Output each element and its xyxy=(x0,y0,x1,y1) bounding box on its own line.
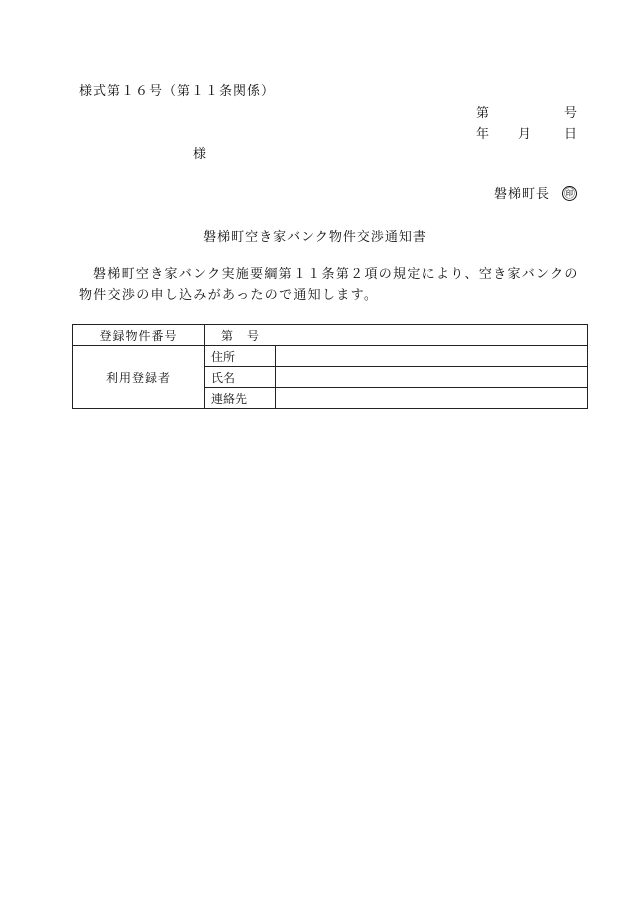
date-year-label: 年 xyxy=(476,127,490,142)
document-number-suffix: 号 xyxy=(564,106,578,121)
document-number-label: 第 xyxy=(476,106,490,121)
body-paragraph: 磐梯町空き家バンク実施要綱第１１条第２項の規定により、空き家バンクの物件交渉の申し込みがあったので通知します。 xyxy=(79,267,579,303)
address-label: 住所 xyxy=(205,346,276,367)
sender-line xyxy=(494,183,577,202)
form-number: 様式第１６号（第１１条関係） xyxy=(79,84,276,99)
contact-value xyxy=(276,388,588,409)
property-number-suffix: 号 xyxy=(247,328,260,343)
property-number-label: 登録物件番号 xyxy=(73,325,205,346)
addressee-honorific: 様 xyxy=(193,147,207,162)
document-title: 磐梯町空き家バンク物件交渉通知書 xyxy=(203,230,427,245)
address-value xyxy=(276,346,588,367)
sender-name: 磐梯町長 xyxy=(494,187,551,202)
property-info-table xyxy=(72,324,588,409)
contact-label: 連絡先 xyxy=(205,388,276,409)
seal-mark-icon: ㊞ xyxy=(564,187,576,200)
date-month-label: 月 xyxy=(518,127,532,142)
property-number-prefix: 第 xyxy=(221,328,234,343)
table-row xyxy=(73,346,588,367)
table-row xyxy=(73,325,588,346)
name-value xyxy=(276,367,588,388)
name-label: 氏名 xyxy=(205,367,276,388)
date-day-label: 日 xyxy=(564,127,578,142)
property-number-value xyxy=(205,325,588,346)
registrant-label: 利用登録者 xyxy=(73,346,205,409)
